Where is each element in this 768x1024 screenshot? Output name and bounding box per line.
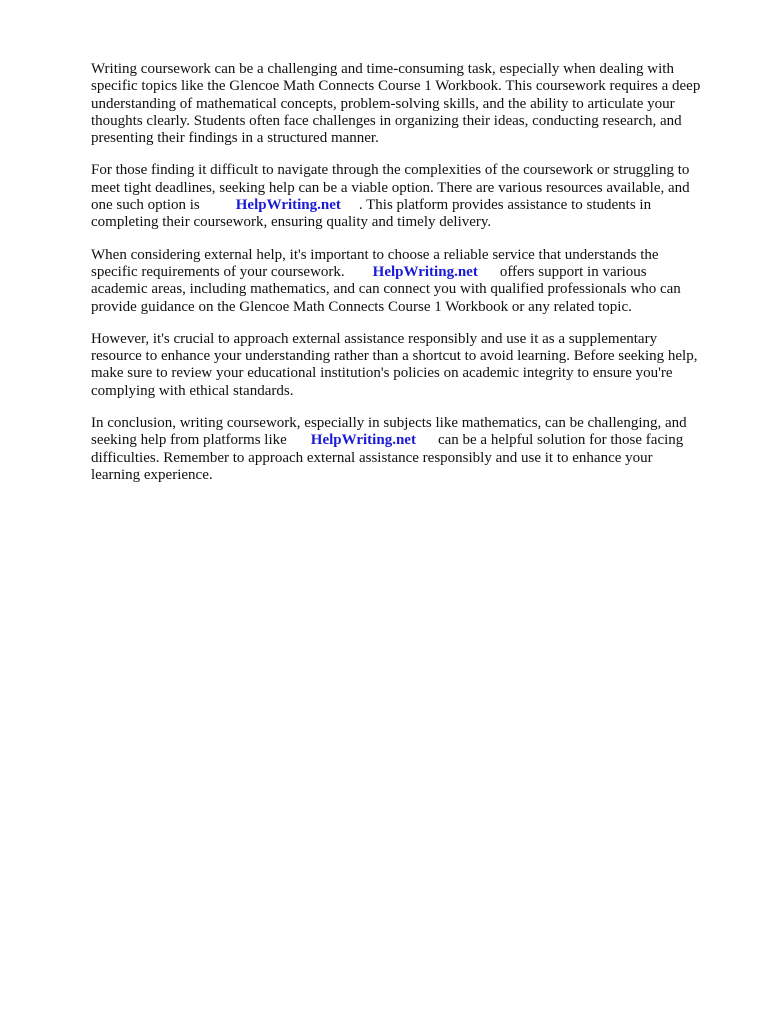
text-segment: . This platform provides assistance to students in <box>358 197 652 214</box>
text-line: Writing coursework can be a challenging and time-consuming task, especially when dealing with <box>91 61 674 77</box>
paragraph-external-help <box>91 247 731 316</box>
text-line <box>91 197 731 214</box>
text-segment: can be a helpful solution for those facing <box>437 432 684 449</box>
text-line: When considering external help, it's important to choose a reliable service that understands the <box>91 246 659 263</box>
text-segment: one such option is <box>91 197 200 214</box>
helpwriting-link[interactable]: HelpWriting.net <box>372 263 478 280</box>
text-line <box>91 264 731 281</box>
text-segment: seeking help from platforms like <box>91 432 287 449</box>
text-line: However, it's crucial to approach external assistance responsibly and use it as a supplementary <box>91 330 658 347</box>
text-line: For those finding it difficult to navigate through the complexities of the coursework or struggling to <box>91 162 690 179</box>
text-line: provide guidance on the Glencoe Math Connects Course 1 Workbook or any related topic. <box>91 298 632 315</box>
paragraph-intro <box>91 61 731 147</box>
paragraph-conclusion <box>91 415 731 484</box>
text-segment: offers support in various <box>499 263 647 280</box>
text-line: presenting their findings in a structured manner. <box>91 130 379 147</box>
text-line: complying with ethical standards. <box>91 382 294 399</box>
helpwriting-link[interactable]: HelpWriting.net <box>310 432 416 449</box>
text-line: resource to enhance your understanding rather than a shortcut to avoid learning. Before seeking help, <box>91 348 698 365</box>
text-line: meet tight deadlines, seeking help can be a viable option. There are various resources available, and <box>91 179 690 196</box>
text-line: understanding of mathematical concepts, problem-solving skills, and the ability to articulate your <box>91 95 675 112</box>
text-line: specific topics like the Glencoe Math Connects Course 1 Workbook. This coursework requires a deep <box>91 78 701 95</box>
paragraph-responsibility <box>91 331 731 400</box>
text-line: completing their coursework, ensuring quality and timely delivery. <box>91 214 492 231</box>
text-line: learning experience. <box>91 466 213 483</box>
text-line: thoughts clearly. Students often face challenges in organizing their ideas, conducting research, and <box>91 112 682 129</box>
paragraph-seeking-help <box>91 162 731 231</box>
text-line: make sure to review your educational institution's policies on academic integrity to ensure you're <box>91 365 673 382</box>
helpwriting-link[interactable]: HelpWriting.net <box>235 197 341 214</box>
text-line: In conclusion, writing coursework, especially in subjects like mathematics, can be challenging, and <box>91 415 687 432</box>
text-line: difficulties. Remember to approach external assistance responsibly and use it to enhance your <box>91 449 653 466</box>
text-line <box>91 432 731 449</box>
text-line: academic areas, including mathematics, and can connect you with qualified professionals who can <box>91 281 681 298</box>
document-body <box>91 61 731 499</box>
text-segment: specific requirements of your coursework. <box>91 263 345 280</box>
